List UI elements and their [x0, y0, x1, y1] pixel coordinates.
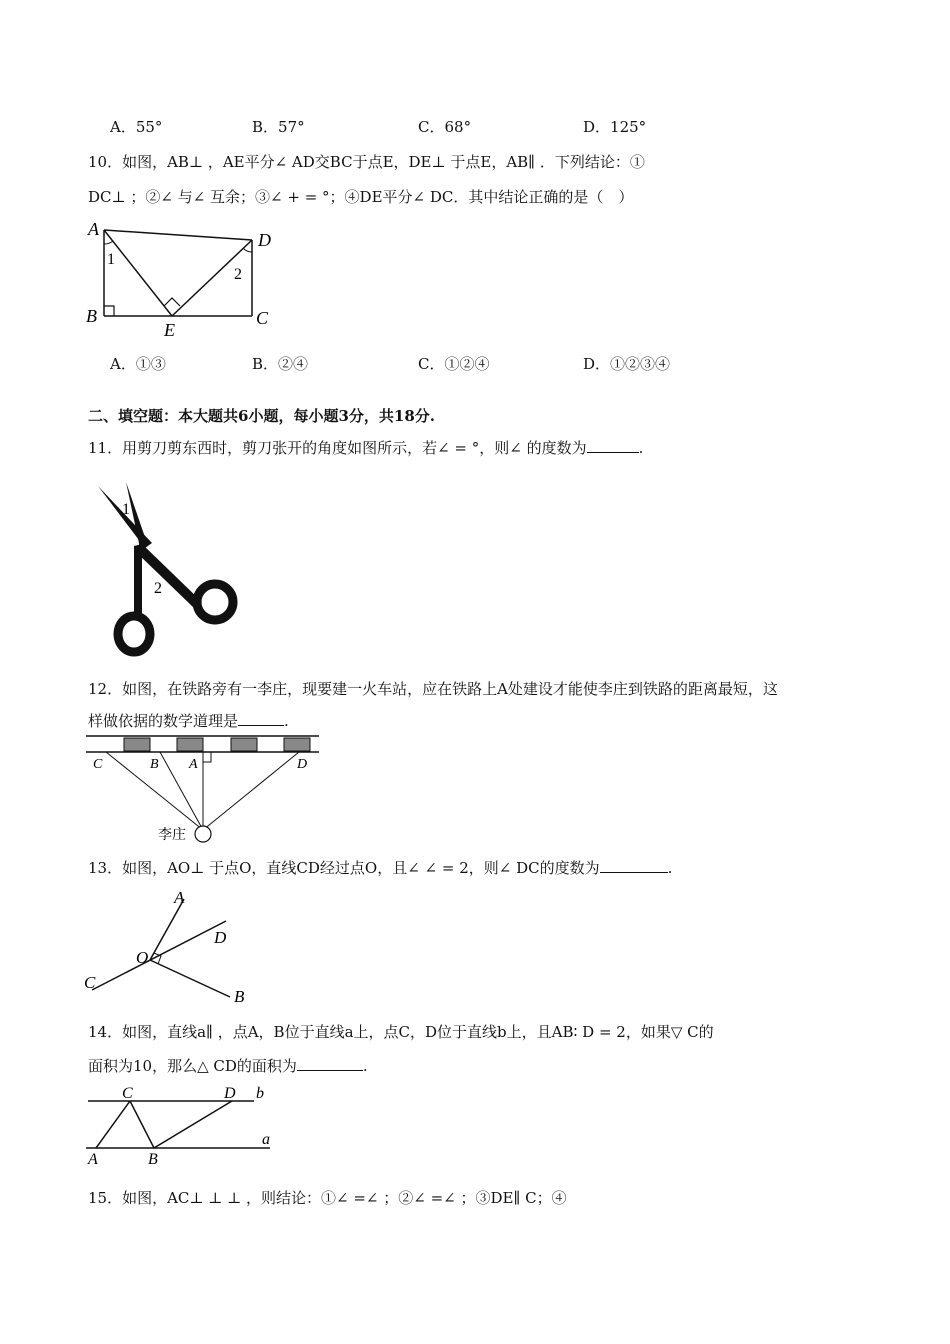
- q10-option-d: D．①②③④: [583, 355, 671, 373]
- q12-village-label: 李庄: [158, 828, 186, 843]
- q10-label-a: A: [88, 219, 99, 239]
- q14-figure: [84, 1080, 284, 1170]
- q10-option-a: A．①③: [110, 355, 166, 373]
- q13-text: [88, 857, 672, 878]
- q10-text-line2: DC⊥ ；②∠ 与∠ 互余；③∠ + = °；④DE平分∠ DC．其中结论正确的是（ ）: [88, 188, 634, 206]
- q12-end: .: [284, 712, 289, 730]
- q14-end: .: [362, 1057, 368, 1075]
- q13-label-a: A: [174, 888, 185, 907]
- q11-text: [88, 437, 643, 458]
- q10-angle1-label: 1: [107, 251, 115, 268]
- q10-label-e: E: [164, 320, 175, 340]
- q14-answer-blank: [297, 1055, 363, 1071]
- q13-figure: [80, 885, 260, 1007]
- q10-label-b: B: [86, 306, 97, 326]
- q12-text-line2: [88, 710, 289, 731]
- q12-label-b: B: [150, 757, 159, 772]
- q12-railway-figure: [84, 733, 324, 845]
- q11-question: 11．用剪刀剪东西时，剪刀张开的角度如图所示，若∠ = °，则∠ 的度数为: [88, 439, 587, 457]
- q13-label-b: B: [234, 987, 245, 1006]
- q9-option-d: D．125°: [583, 118, 647, 136]
- q10-option-c: C．①②④: [418, 355, 490, 373]
- section-heading: 二、填空题：本大题共6小题，每小题3分，共18分.: [88, 407, 435, 425]
- q13-question: 13．如图，AO⊥ 于点O，直线CD经过点O，且∠ ∠ = 2，则∠ DC的度数为: [88, 859, 600, 877]
- q10-label-c: C: [256, 308, 269, 328]
- q11-angle1-label: 1: [122, 501, 130, 518]
- q12-label-d: D: [297, 757, 308, 772]
- q11-angle2-label: 2: [154, 580, 162, 597]
- q10-label-d: D: [258, 230, 271, 250]
- q13-label-c: C: [84, 973, 96, 992]
- q14-text-line2: [88, 1055, 368, 1076]
- q9-option-b: B．57°: [252, 118, 305, 136]
- q10-figure: [80, 218, 290, 340]
- q14-label-b: B: [148, 1151, 158, 1168]
- q14-label-line-a: a: [262, 1131, 270, 1148]
- q9-option-c: C．68°: [418, 118, 472, 136]
- q10-text-line1: 10．如图，AB⊥ ，AE平分∠ AD交BC于点E，DE⊥ 于点E，AB∥ ．下列结论：①: [88, 153, 645, 171]
- q13-answer-blank: [600, 857, 668, 873]
- q9-option-a: A．55°: [110, 118, 163, 136]
- q15-text: 15．如图，AC⊥ ⊥ ⊥ ，则结论：①∠ =∠ ；②∠ =∠ ；③DE∥ C；④: [88, 1189, 567, 1207]
- q14-label-line-b: b: [256, 1085, 264, 1102]
- q13-label-d: D: [214, 928, 227, 947]
- q14-question: 面积为10，那么△ CD的面积为: [88, 1057, 297, 1075]
- q12-label-c: C: [93, 757, 103, 772]
- q10-option-b: B．②④: [252, 355, 309, 373]
- q12-answer-blank: [238, 710, 284, 726]
- q13-label-o: O: [136, 948, 149, 967]
- q14-text-line1: 14．如图，直线a∥ ，点A，B位于直线a上，点C，D位于直线b上，且AB∶ D = 2，如果▽ C的: [88, 1023, 714, 1041]
- q10-angle2-label: 2: [234, 266, 242, 283]
- q11-answer-blank: [587, 437, 639, 453]
- q11-end: .: [638, 439, 644, 457]
- q12-label-a: A: [189, 757, 198, 772]
- q14-label-a: A: [88, 1151, 98, 1168]
- q11-scissors-figure: [90, 478, 250, 663]
- q13-end: .: [667, 859, 673, 877]
- q14-label-d: D: [224, 1085, 236, 1102]
- q12-question: 样做依据的数学道理是: [88, 712, 239, 730]
- q14-label-c: C: [122, 1085, 133, 1102]
- q12-text-line1: 12．如图，在铁路旁有一李庄，现要建一火车站，应在铁路上A处建设才能使李庄到铁路的距离最短，这: [88, 680, 778, 698]
